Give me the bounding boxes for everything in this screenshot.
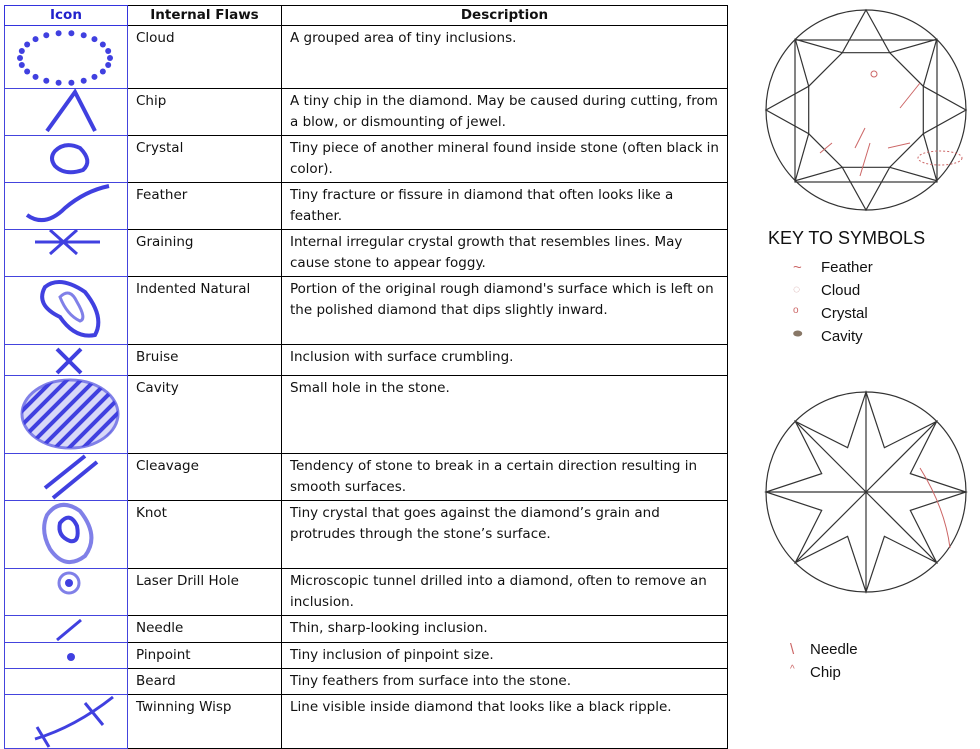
table-row xyxy=(5,454,728,501)
flaw-description: Tiny inclusion of pinpoint size. xyxy=(282,643,728,669)
flaw-description: Microscopic tunnel drilled into a diamond, often to remove an inclusion. xyxy=(282,569,728,616)
flaw-name: Bruise xyxy=(128,345,282,376)
icon-cell xyxy=(5,183,128,230)
icon-cell xyxy=(5,230,128,277)
table-row xyxy=(5,643,728,669)
table-row xyxy=(5,616,728,643)
table-row xyxy=(5,376,728,454)
cloud-icon xyxy=(5,26,127,89)
chip-symbol-icon: ^ xyxy=(790,664,795,675)
bruise-icon xyxy=(5,345,127,376)
knot-icon xyxy=(5,501,127,569)
table-row xyxy=(5,89,728,136)
flaw-description: Internal irregular crystal growth that resembles lines. May cause stone to appear foggy. xyxy=(282,230,728,277)
icon-cell xyxy=(5,669,128,695)
crown-diagram xyxy=(760,8,972,214)
twinning-wisp-icon xyxy=(5,695,127,749)
table-row xyxy=(5,183,728,230)
legend-crystal: o Crystal xyxy=(793,305,868,322)
flaws-table xyxy=(4,5,728,749)
flaw-name: Pinpoint xyxy=(128,643,282,669)
flaw-description: Small hole in the stone. xyxy=(282,376,728,454)
flaw-name: Beard xyxy=(128,669,282,695)
icon-cell xyxy=(5,26,128,89)
icon-cell xyxy=(5,345,128,376)
flaw-description: Tiny fracture or fissure in diamond that often looks like a feather. xyxy=(282,183,728,230)
flaw-name: Laser Drill Hole xyxy=(128,569,282,616)
flaw-name: Twinning Wisp xyxy=(128,695,282,749)
legend-cavity: ⬬ Cavity xyxy=(793,328,863,345)
icon-cell xyxy=(5,616,128,643)
icon-cell xyxy=(5,695,128,749)
key-title: KEY TO SYMBOLS xyxy=(768,228,926,248)
flaw-description: Tiny piece of another mineral found inside stone (often black in color). xyxy=(282,136,728,183)
flaw-description: Tiny crystal that goes against the diamond’s grain and protrudes through the stone’s surface. xyxy=(282,501,728,569)
table-row xyxy=(5,230,728,277)
icon-cell xyxy=(5,136,128,183)
legend-chip: ^ Chip xyxy=(790,664,841,681)
icon-cell xyxy=(5,376,128,454)
legend-cloud: ◌ Cloud xyxy=(793,282,861,299)
legend-feather: ~ Feather xyxy=(793,259,873,276)
table-row xyxy=(5,26,728,89)
flaw-name: Feather xyxy=(128,183,282,230)
flaw-description: Tendency of stone to break in a certain direction resulting in smooth surfaces. xyxy=(282,454,728,501)
crystal-icon xyxy=(5,136,127,181)
table-row xyxy=(5,669,728,695)
table-row xyxy=(5,695,728,749)
flaw-name: Crystal xyxy=(128,136,282,183)
flaw-name: Chip xyxy=(128,89,282,136)
feather-symbol-icon: ~ xyxy=(793,259,802,276)
icon-cell xyxy=(5,643,128,669)
indented-natural-icon xyxy=(5,277,127,345)
cavity-symbol-icon: ⬬ xyxy=(793,328,803,340)
laser-drill-hole-icon xyxy=(5,569,127,614)
table-row xyxy=(5,501,728,569)
icon-cell xyxy=(5,454,128,501)
flaw-description: Line visible inside diamond that looks like a black ripple. xyxy=(282,695,728,749)
legend-needle: \ Needle xyxy=(790,641,858,658)
table-row xyxy=(5,277,728,345)
flaw-name: Cavity xyxy=(128,376,282,454)
header-flaw: Internal Flaws xyxy=(128,6,282,26)
flaw-description: Thin, sharp-looking inclusion. xyxy=(282,616,728,643)
flaw-description: Inclusion with surface crumbling. xyxy=(282,345,728,376)
graining-icon xyxy=(5,230,127,274)
cloud-symbol-icon: ◌ xyxy=(793,282,801,296)
icon-cell xyxy=(5,501,128,569)
flaw-description: A grouped area of tiny inclusions. xyxy=(282,26,728,89)
crystal-symbol-icon: o xyxy=(793,305,799,316)
flaw-name: Indented Natural xyxy=(128,277,282,345)
flaw-name: Needle xyxy=(128,616,282,643)
cleavage-icon xyxy=(5,454,127,500)
table-header-row xyxy=(5,6,728,26)
pavilion-diagram xyxy=(760,388,972,598)
chip-icon xyxy=(5,89,127,134)
table-row xyxy=(5,136,728,183)
table-row xyxy=(5,569,728,616)
flaw-name: Cleavage xyxy=(128,454,282,501)
flaw-description: A tiny chip in the diamond. May be caused during cutting, from a blow, or dismounting of jewel. xyxy=(282,89,728,136)
header-icon: Icon xyxy=(5,6,128,26)
icon-cell xyxy=(5,569,128,616)
flaw-name: Cloud xyxy=(128,26,282,89)
flaw-name: Graining xyxy=(128,230,282,277)
pinpoint-icon xyxy=(5,643,127,665)
table-row xyxy=(5,345,728,376)
feather-icon xyxy=(5,183,127,228)
flaw-name: Knot xyxy=(128,501,282,569)
flaw-description: Tiny feathers from surface into the stone. xyxy=(282,669,728,695)
icon-cell xyxy=(5,277,128,345)
needle-symbol-icon: \ xyxy=(790,641,795,658)
cavity-icon xyxy=(5,376,127,454)
beard-icon xyxy=(5,669,127,691)
flaw-description: Portion of the original rough diamond's surface which is left on the polished diamond that dips slightly inward. xyxy=(282,277,728,345)
needle-icon xyxy=(5,616,127,643)
icon-cell xyxy=(5,89,128,136)
header-description: Description xyxy=(282,6,728,26)
